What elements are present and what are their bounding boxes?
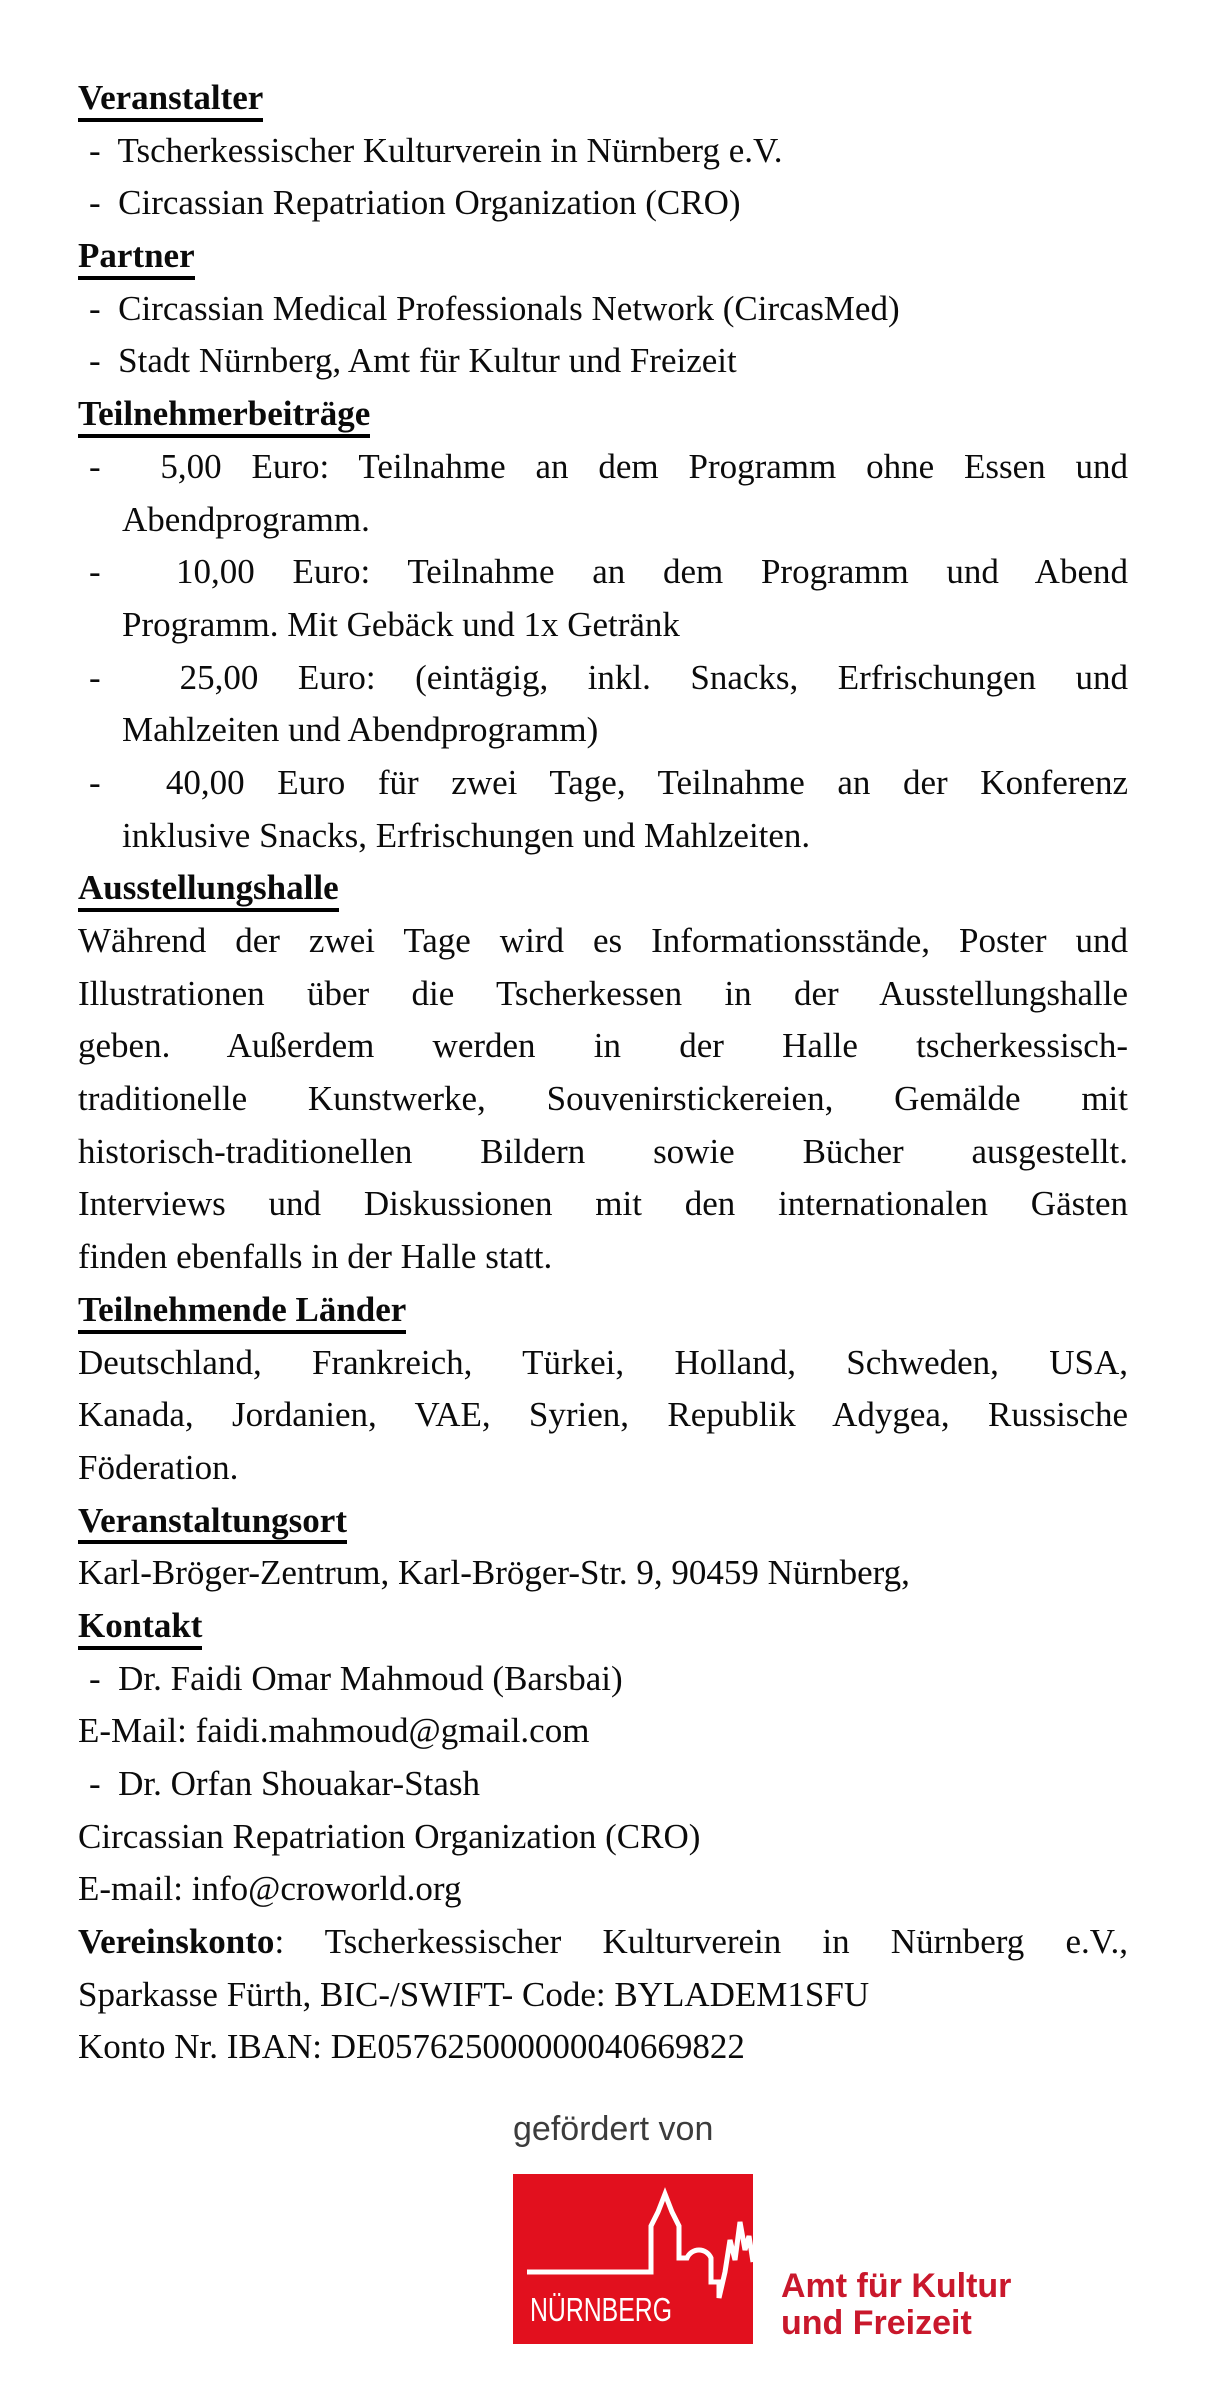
paragraph-line: Illustrationen über die Tscherkessen in der Ausstellungshalle [78, 973, 1128, 1013]
section-heading-row [78, 1495, 1128, 1548]
paragraph-line: Kanada, Jordanien, VAE, Syrien, Republik Adygea, Russische [78, 1395, 1128, 1435]
section-heading: Teilnehmende Länder [78, 1292, 406, 1334]
list-item-line: - Circassian Repatriation Organization (CRO) [89, 183, 741, 223]
bold-lead: Vereinskonto [78, 1922, 275, 1962]
text-line: Karl-Bröger-Zentrum, Karl-Bröger-Str. 9, 90459 Nürnberg, [78, 1553, 910, 1593]
section-heading: Kontakt [78, 1608, 202, 1650]
nuernberg-logo-row [513, 2174, 1217, 2344]
section-heading-row [78, 862, 1128, 915]
section-heading-row [78, 1284, 1128, 1337]
list-item-line: - 10,00 Euro: Teilnahme an dem Programm und Abend [89, 552, 1128, 592]
section-heading: Teilnehmerbeiträge [78, 396, 370, 438]
section-heading-row [78, 388, 1128, 441]
section-heading: Veranstalter [78, 80, 263, 122]
list-item-line: - Dr. Orfan Shouakar-Stash [89, 1764, 481, 1803]
text-line: Konto Nr. IBAN: DE057625000000040669822 [78, 2027, 745, 2067]
list-item-line: - 25,00 Euro: (eintägig, inkl. Snacks, Erfrischungen und [89, 657, 1128, 697]
text-line: E-Mail: faidi.mahmoud@gmail.com [78, 1711, 590, 1751]
list-item-line: Mahlzeiten und Abendprogramm) [122, 710, 599, 750]
list-item-line: - 5,00 Euro: Teilnahme an dem Programm ohne Essen und [89, 446, 1128, 486]
section-heading-row [78, 230, 1128, 283]
list-item-line: - Dr. Faidi Omar Mahmoud (Barsbai) [89, 1658, 623, 1698]
paragraph-line: Föderation. [78, 1447, 239, 1487]
list-item-line: Abendprogramm. [122, 499, 370, 539]
text-line: Circassian Repatriation Organization (CRO) [78, 1816, 701, 1856]
paragraph-line: historisch-traditionellen Bildern sowie Bücher ausgestellt. [78, 1131, 1128, 1171]
paragraph-line: traditionelle Kunstwerke, Souvenirstickereien, Gemälde mit [78, 1079, 1128, 1119]
logo-city-name: NÜRNBERG [530, 2291, 672, 2329]
sponsor-label: gefördert von [513, 2110, 714, 2149]
section-heading: Veranstaltungsort [78, 1503, 347, 1545]
paragraph-line: Interviews und Diskussionen mit den internationalen Gästen [78, 1184, 1128, 1224]
list-item-line: - Tscherkessischer Kulturverein in Nürnberg e.V. [89, 130, 783, 170]
paragraph-line: Während der zwei Tage wird es Informationsstände, Poster und [78, 921, 1128, 960]
list-item-line: Programm. Mit Gebäck und 1x Getränk [122, 604, 680, 644]
amt-fuer-kultur-label [781, 2268, 1011, 2344]
text-line: E-mail: info@croworld.org [78, 1869, 462, 1909]
section-heading: Partner [78, 238, 195, 280]
amt-label-line1: Amt für Kultur [781, 2267, 1012, 2306]
section-heading-row [78, 72, 1128, 125]
paragraph-line: Vereinskonto: Tscherkessischer Kulturverein in Nürnberg e.V., [78, 1922, 1128, 1962]
amt-label-line2: und Freizeit [781, 2304, 972, 2343]
nuernberg-city-logo [513, 2174, 753, 2344]
paragraph-line: Deutschland, Frankreich, Türkei, Holland, Schweden, USA, [78, 1342, 1128, 1382]
paragraph-line: finden ebenfalls in der Halle statt. [78, 1237, 553, 1277]
list-item-line: - Circassian Medical Professionals Network (CircasMed) [89, 288, 900, 328]
section-heading: Ausstellungshalle [78, 870, 339, 912]
sponsor-section [513, 2107, 1217, 2344]
section-heading-row [78, 1600, 1128, 1653]
list-item-line: - 40,00 Euro für zwei Tage, Teilnahme an der Konferenz [89, 762, 1128, 802]
paragraph-line: Sparkasse Fürth, BIC-/SWIFT- Code: BYLADEM1SFU [78, 1974, 870, 2014]
list-item-line: inklusive Snacks, Erfrischungen und Mahlzeiten. [122, 815, 811, 855]
paragraph-line: geben. Außerdem werden in der Halle tscherkessisch- [78, 1026, 1128, 1066]
list-item-line: - Stadt Nürnberg, Amt für Kultur und Freizeit [89, 341, 737, 381]
